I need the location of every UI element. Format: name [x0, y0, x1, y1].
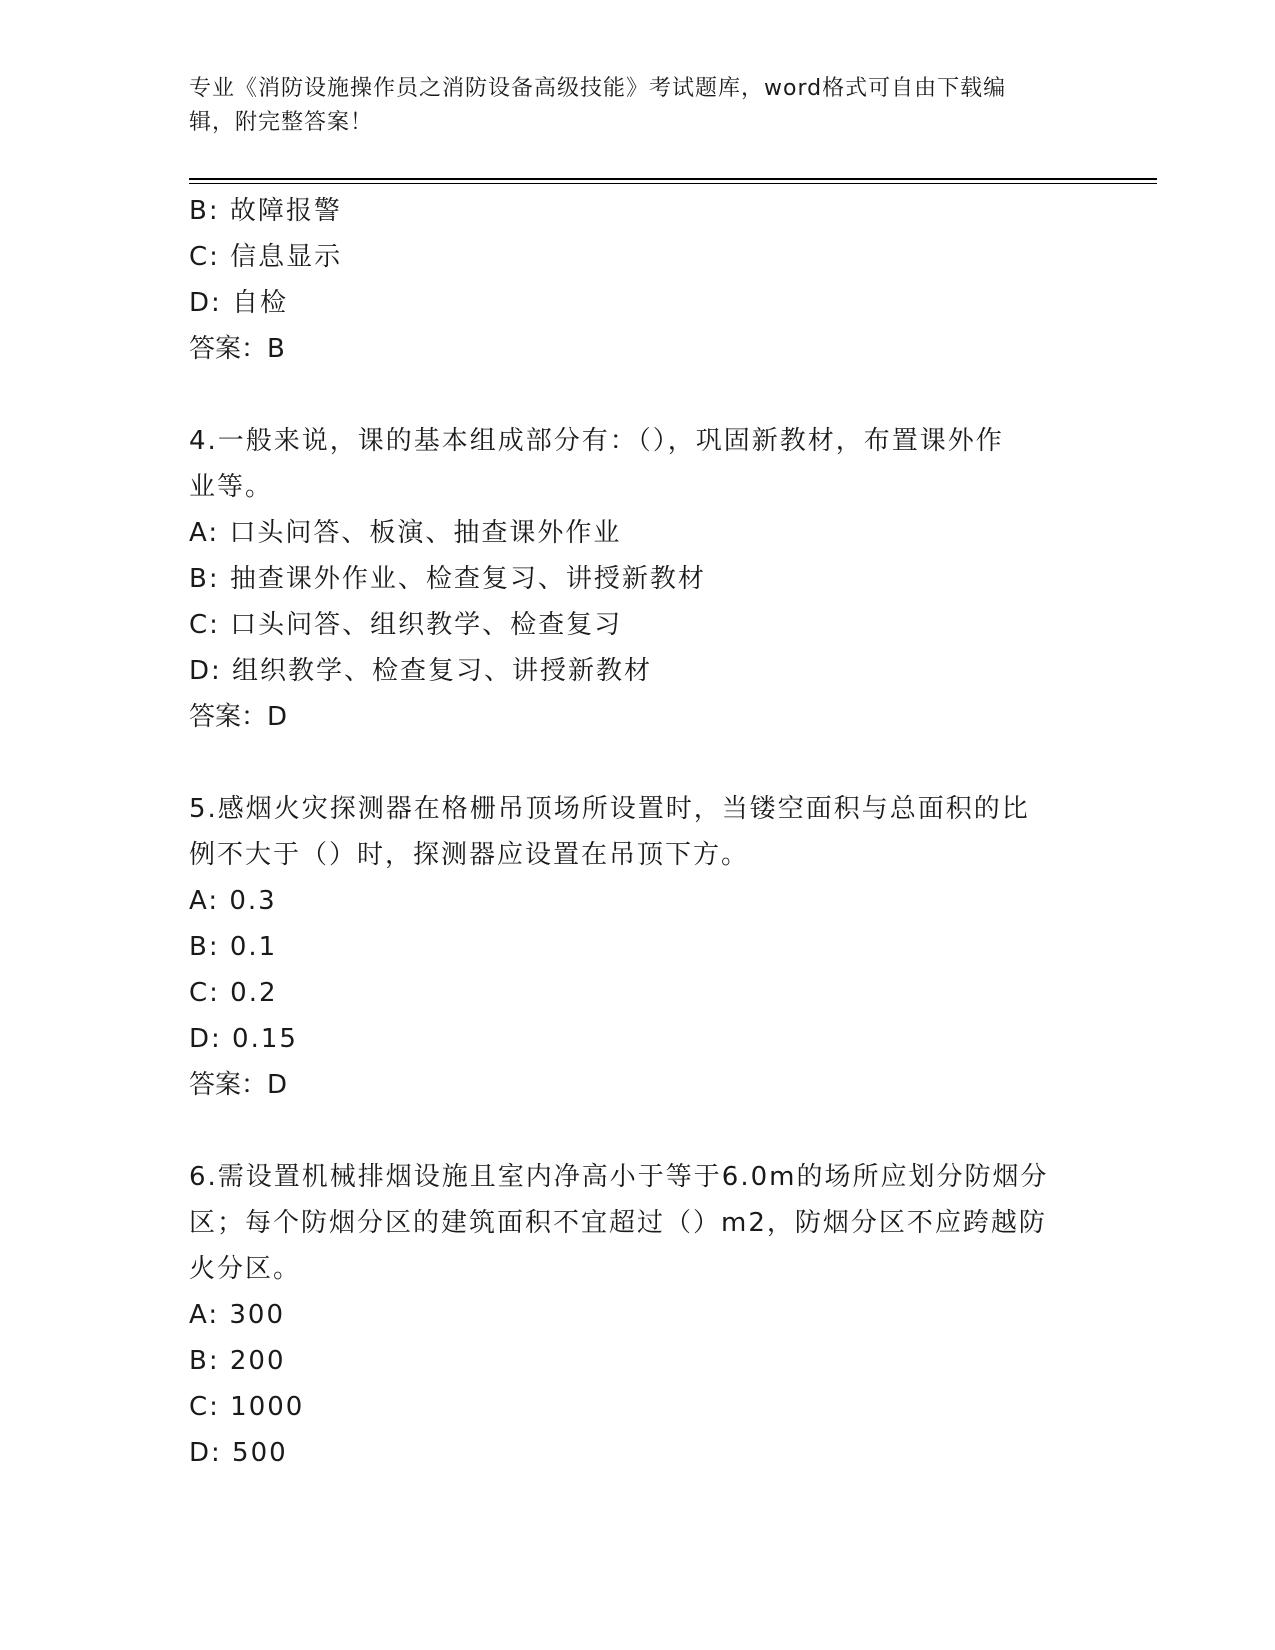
question-3-options [189, 188, 1089, 326]
option-b: B: 抽查课外作业、检查复习、讲授新教材 [189, 564, 706, 594]
spacer [189, 1108, 1089, 1154]
option-a: A: 300 [189, 1300, 285, 1330]
option-b: B: 故障报警 [189, 196, 342, 226]
question-5-stem-line-1: 5.感烟火灾探测器在格栅吊顶场所设置时，当镂空面积与总面积的比 [189, 794, 1030, 824]
option-a: A: 0.3 [189, 886, 277, 916]
document-header [189, 72, 1069, 140]
spacer [189, 372, 1089, 418]
option-d: D: 自检 [189, 288, 289, 318]
header-divider-thin [189, 183, 1157, 184]
header-divider-thick [189, 178, 1157, 180]
option-c: C: 信息显示 [189, 242, 343, 272]
question-5-answer: 答案：D [189, 1070, 288, 1100]
question-4-stem-line-1: 4.一般来说，课的基本组成部分有：（），巩固新教材，布置课外作 [189, 426, 1004, 456]
question-6-stem-line-2: 区；每个防烟分区的建筑面积不宜超过（）m2，防烟分区不应跨越防 [189, 1208, 1047, 1238]
option-c: C: 口头问答、组织教学、检查复习 [189, 610, 623, 640]
option-d: D: 组织教学、检查复习、讲授新教材 [189, 656, 653, 686]
question-6 [189, 1154, 1089, 1476]
question-5 [189, 786, 1089, 1108]
question-4 [189, 418, 1089, 740]
header-line-2: 辑，附完整答案！ [189, 110, 374, 135]
question-6-stem-line-3: 火分区。 [189, 1254, 302, 1284]
option-b: B: 0.1 [189, 932, 278, 962]
question-list [189, 188, 1089, 1476]
option-c: C: 1000 [189, 1392, 305, 1422]
question-3-answer: 答案：B [189, 334, 285, 364]
header-line-1: 专业《消防设施操作员之消防设备高级技能》考试题库，word格式可自由下载编 [189, 76, 1007, 101]
option-d: D: 0.15 [189, 1024, 298, 1054]
question-5-stem-line-2: 例不大于（）时，探测器应设置在吊顶下方。 [189, 840, 750, 870]
question-4-stem-line-2: 业等。 [189, 472, 274, 502]
question-6-stem-line-1: 6.需设置机械排烟设施且室内净高小于等于6.0m的场所应划分防烟分 [189, 1162, 1049, 1192]
option-b: B: 200 [189, 1346, 286, 1376]
spacer [189, 740, 1089, 786]
question-4-answer: 答案：D [189, 702, 288, 732]
option-c: C: 0.2 [189, 978, 278, 1008]
option-d: D: 500 [189, 1438, 288, 1468]
option-a: A: 口头问答、板演、抽查课外作业 [189, 518, 622, 548]
